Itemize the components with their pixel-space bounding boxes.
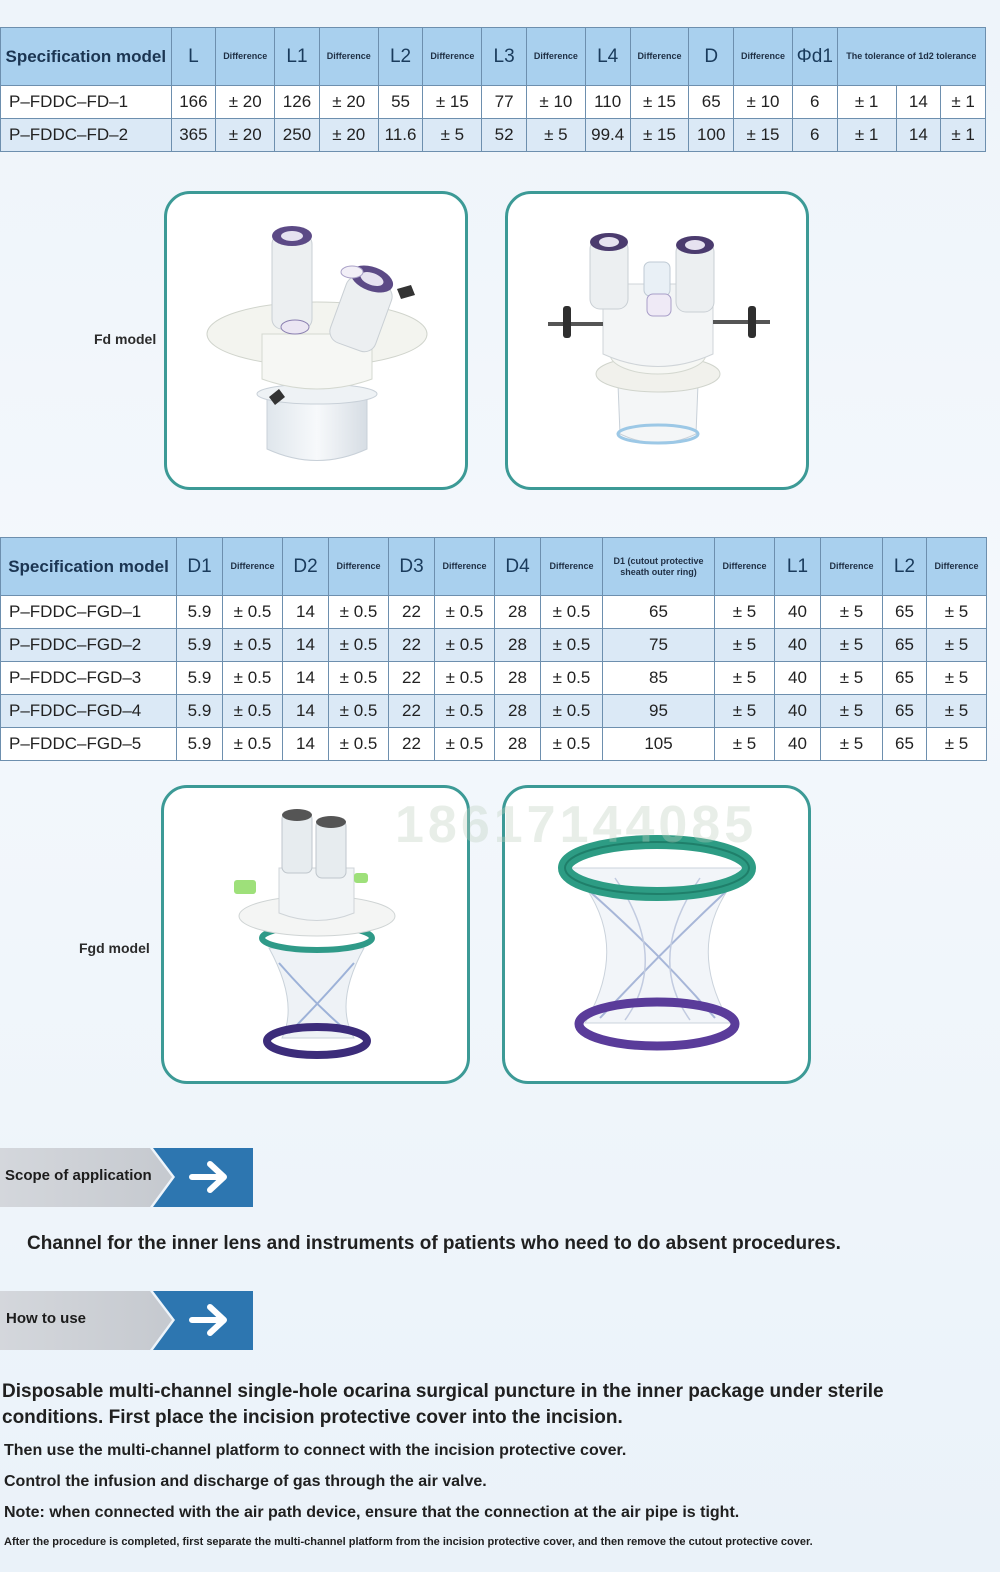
header-l2: L2 — [378, 28, 423, 86]
cell-model: P–FDDC–FGD–5 — [1, 728, 177, 761]
table-cell: 5.9 — [177, 695, 223, 728]
table-cell: 65 — [883, 728, 927, 761]
table-cell: 40 — [775, 728, 821, 761]
table-cell: 28 — [495, 629, 541, 662]
header-difference: Difference — [927, 538, 987, 596]
table-cell: 14 — [283, 596, 329, 629]
table-cell: ± 1 — [941, 86, 986, 119]
table-cell: 166 — [171, 86, 216, 119]
how-to-use-step: Then use the multi-channel platform to connect with the incision protective cover. — [4, 1442, 627, 1459]
table-cell: ± 0.5 — [223, 629, 283, 662]
table-cell: 22 — [389, 695, 435, 728]
cell-model: P–FDDC–FGD–2 — [1, 629, 177, 662]
table-cell: 99.4 — [585, 119, 630, 152]
header-difference: Difference — [526, 28, 585, 86]
table-cell: 28 — [495, 662, 541, 695]
header-difference: Difference — [715, 538, 775, 596]
header-difference: Difference — [821, 538, 883, 596]
table-cell: 11.6 — [378, 119, 423, 152]
scope-section-header — [0, 1148, 253, 1207]
header-tolerance: The tolerance of 1d2 tolerance — [837, 28, 985, 86]
table-cell: 55 — [378, 86, 423, 119]
table-cell: 126 — [275, 86, 320, 119]
table-cell: 40 — [775, 662, 821, 695]
table-cell: 6 — [792, 86, 837, 119]
table-cell: ± 5 — [821, 695, 883, 728]
watermark: 18617144085 — [395, 796, 758, 854]
arrow-right-icon — [188, 1302, 232, 1338]
table-cell: 22 — [389, 728, 435, 761]
cell-model: P–FDDC–FD–1 — [1, 86, 172, 119]
how-to-use-step: Control the infusion and discharge of gas through the air valve. — [4, 1473, 487, 1490]
table-cell: ± 5 — [821, 629, 883, 662]
table-cell: ± 0.5 — [329, 596, 389, 629]
how-to-use-intro: Disposable multi-channel single-hole ocarina surgical puncture in the inner package under sterile conditions. First place the incision protective cover into the incision. — [2, 1381, 884, 1428]
header-l: L — [171, 28, 216, 86]
fd-device-illustration — [167, 194, 465, 487]
header-difference: Difference — [223, 538, 283, 596]
table-cell: ± 20 — [216, 86, 275, 119]
table-cell: ± 15 — [423, 86, 482, 119]
table-cell: ± 15 — [630, 86, 689, 119]
table-row — [1, 728, 987, 761]
table-cell: ± 0.5 — [329, 728, 389, 761]
table-cell: 40 — [775, 629, 821, 662]
header-l4: L4 — [585, 28, 630, 86]
table-cell: ± 0.5 — [541, 695, 603, 728]
table-cell: 65 — [883, 662, 927, 695]
table-cell: ± 5 — [821, 596, 883, 629]
table-cell: ± 5 — [821, 728, 883, 761]
cell-model: P–FDDC–FGD–1 — [1, 596, 177, 629]
table-cell: 22 — [389, 596, 435, 629]
table-cell: ± 5 — [715, 695, 775, 728]
table-cell: ± 0.5 — [435, 596, 495, 629]
table-row — [1, 695, 987, 728]
header-difference: Difference — [216, 28, 275, 86]
table-cell: 5.9 — [177, 596, 223, 629]
header-spec-model: Specification model — [1, 538, 177, 596]
table-cell: 28 — [495, 596, 541, 629]
table-cell: ± 10 — [526, 86, 585, 119]
table-cell: 14 — [896, 119, 941, 152]
table-cell: ± 1 — [837, 119, 896, 152]
header-d4: D4 — [495, 538, 541, 596]
header-l1: L1 — [775, 538, 821, 596]
fd-spec-table — [0, 27, 986, 152]
table-cell: ± 0.5 — [435, 629, 495, 662]
table-cell: 65 — [603, 596, 715, 629]
table-row — [1, 119, 986, 152]
table-row — [1, 86, 986, 119]
header-d: D — [689, 28, 734, 86]
table-cell: ± 5 — [715, 662, 775, 695]
table-cell: 75 — [603, 629, 715, 662]
header-d1: D1 — [177, 538, 223, 596]
fd-product-photo-2 — [505, 191, 809, 490]
table-cell: 5.9 — [177, 662, 223, 695]
table-cell: ± 10 — [734, 86, 793, 119]
table-cell: 28 — [495, 695, 541, 728]
table-cell: ± 0.5 — [329, 695, 389, 728]
header-difference: Difference — [734, 28, 793, 86]
table-cell: 95 — [603, 695, 715, 728]
table-cell: 6 — [792, 119, 837, 152]
how-to-use-final: After the procedure is completed, first separate the multi-channel platform from the incision protective cover, and then remove the cutout protective cover. — [4, 1536, 813, 1548]
table-cell: 65 — [883, 629, 927, 662]
table-row — [1, 629, 987, 662]
table-cell: ± 5 — [927, 629, 987, 662]
table-cell: 52 — [482, 119, 527, 152]
fd-device-illustration — [508, 194, 806, 487]
how-to-use-section-header — [0, 1291, 253, 1350]
cell-model: P–FDDC–FGD–3 — [1, 662, 177, 695]
table-cell: ± 5 — [927, 662, 987, 695]
header-l1: L1 — [275, 28, 320, 86]
table-cell: 14 — [283, 662, 329, 695]
table-cell: ± 0.5 — [223, 695, 283, 728]
table-cell: ± 0.5 — [541, 728, 603, 761]
table-cell: 65 — [689, 86, 734, 119]
header-difference: Difference — [423, 28, 482, 86]
table-cell: ± 20 — [319, 119, 378, 152]
table-cell: ± 5 — [927, 695, 987, 728]
table-cell: ± 0.5 — [435, 728, 495, 761]
how-to-use-step: Note: when connected with the air path device, ensure that the connection at the air pipe is tight. — [4, 1504, 740, 1521]
table-row — [1, 662, 987, 695]
table-cell: ± 5 — [927, 596, 987, 629]
header-spec-model: Specification model — [1, 28, 172, 86]
table-cell: 65 — [883, 596, 927, 629]
table-cell: ± 0.5 — [223, 662, 283, 695]
table-row — [1, 596, 987, 629]
header-difference: Difference — [630, 28, 689, 86]
header-l3: L3 — [482, 28, 527, 86]
table-cell: 5.9 — [177, 629, 223, 662]
table-cell: ± 0.5 — [541, 596, 603, 629]
how-to-use-title: How to use — [6, 1310, 87, 1327]
fgd-model-label: Fgd model — [79, 940, 150, 956]
table-cell: 365 — [171, 119, 216, 152]
table-cell: ± 5 — [715, 629, 775, 662]
header-phi-d1: Φd1 — [792, 28, 837, 86]
table-cell: ± 0.5 — [329, 662, 389, 695]
table-cell: ± 5 — [715, 596, 775, 629]
table-cell: ± 1 — [837, 86, 896, 119]
table-cell: ± 20 — [216, 119, 275, 152]
header-d1-cutout-ring: D1 (cutout protective sheath outer ring) — [603, 538, 715, 596]
table-cell: 105 — [603, 728, 715, 761]
table-cell: ± 5 — [715, 728, 775, 761]
header-l2: L2 — [883, 538, 927, 596]
cell-model: P–FDDC–FD–2 — [1, 119, 172, 152]
table-cell: ± 15 — [734, 119, 793, 152]
table-cell: 40 — [775, 596, 821, 629]
table-cell: ± 20 — [319, 86, 378, 119]
header-difference: Difference — [329, 538, 389, 596]
header-difference: Difference — [435, 538, 495, 596]
table-cell: 14 — [283, 728, 329, 761]
table-cell: 110 — [585, 86, 630, 119]
header-difference: Difference — [541, 538, 603, 596]
table-cell: ± 15 — [630, 119, 689, 152]
table-cell: ± 1 — [941, 119, 986, 152]
table-cell: 250 — [275, 119, 320, 152]
table-cell: 5.9 — [177, 728, 223, 761]
arrow-right-icon — [188, 1159, 232, 1195]
header-difference: Difference — [319, 28, 378, 86]
table-cell: 14 — [896, 86, 941, 119]
fd-product-photo-1 — [164, 191, 468, 490]
table-cell: 77 — [482, 86, 527, 119]
table-cell: 22 — [389, 629, 435, 662]
table-cell: 40 — [775, 695, 821, 728]
table-cell: ± 5 — [526, 119, 585, 152]
table-cell: ± 5 — [927, 728, 987, 761]
table-cell: 100 — [689, 119, 734, 152]
table-cell: 85 — [603, 662, 715, 695]
table-cell: ± 0.5 — [435, 695, 495, 728]
table-cell: ± 0.5 — [435, 662, 495, 695]
table-cell: ± 0.5 — [541, 662, 603, 695]
table-cell: 14 — [283, 629, 329, 662]
table-cell: ± 0.5 — [223, 596, 283, 629]
table-cell: ± 5 — [821, 662, 883, 695]
table-cell: ± 0.5 — [329, 629, 389, 662]
table-cell: 65 — [883, 695, 927, 728]
fgd-spec-table — [0, 537, 987, 761]
header-d3: D3 — [389, 538, 435, 596]
table-cell: 14 — [283, 695, 329, 728]
table-cell: ± 5 — [423, 119, 482, 152]
table-cell: 28 — [495, 728, 541, 761]
scope-text: Channel for the inner lens and instruments of patients who need to do absent procedures. — [27, 1233, 841, 1254]
header-d2: D2 — [283, 538, 329, 596]
table-cell: 22 — [389, 662, 435, 695]
table-cell: ± 0.5 — [541, 629, 603, 662]
table-cell: ± 0.5 — [223, 728, 283, 761]
cell-model: P–FDDC–FGD–4 — [1, 695, 177, 728]
fd-model-label: Fd model — [94, 331, 157, 347]
scope-title: Scope of application — [5, 1167, 152, 1184]
